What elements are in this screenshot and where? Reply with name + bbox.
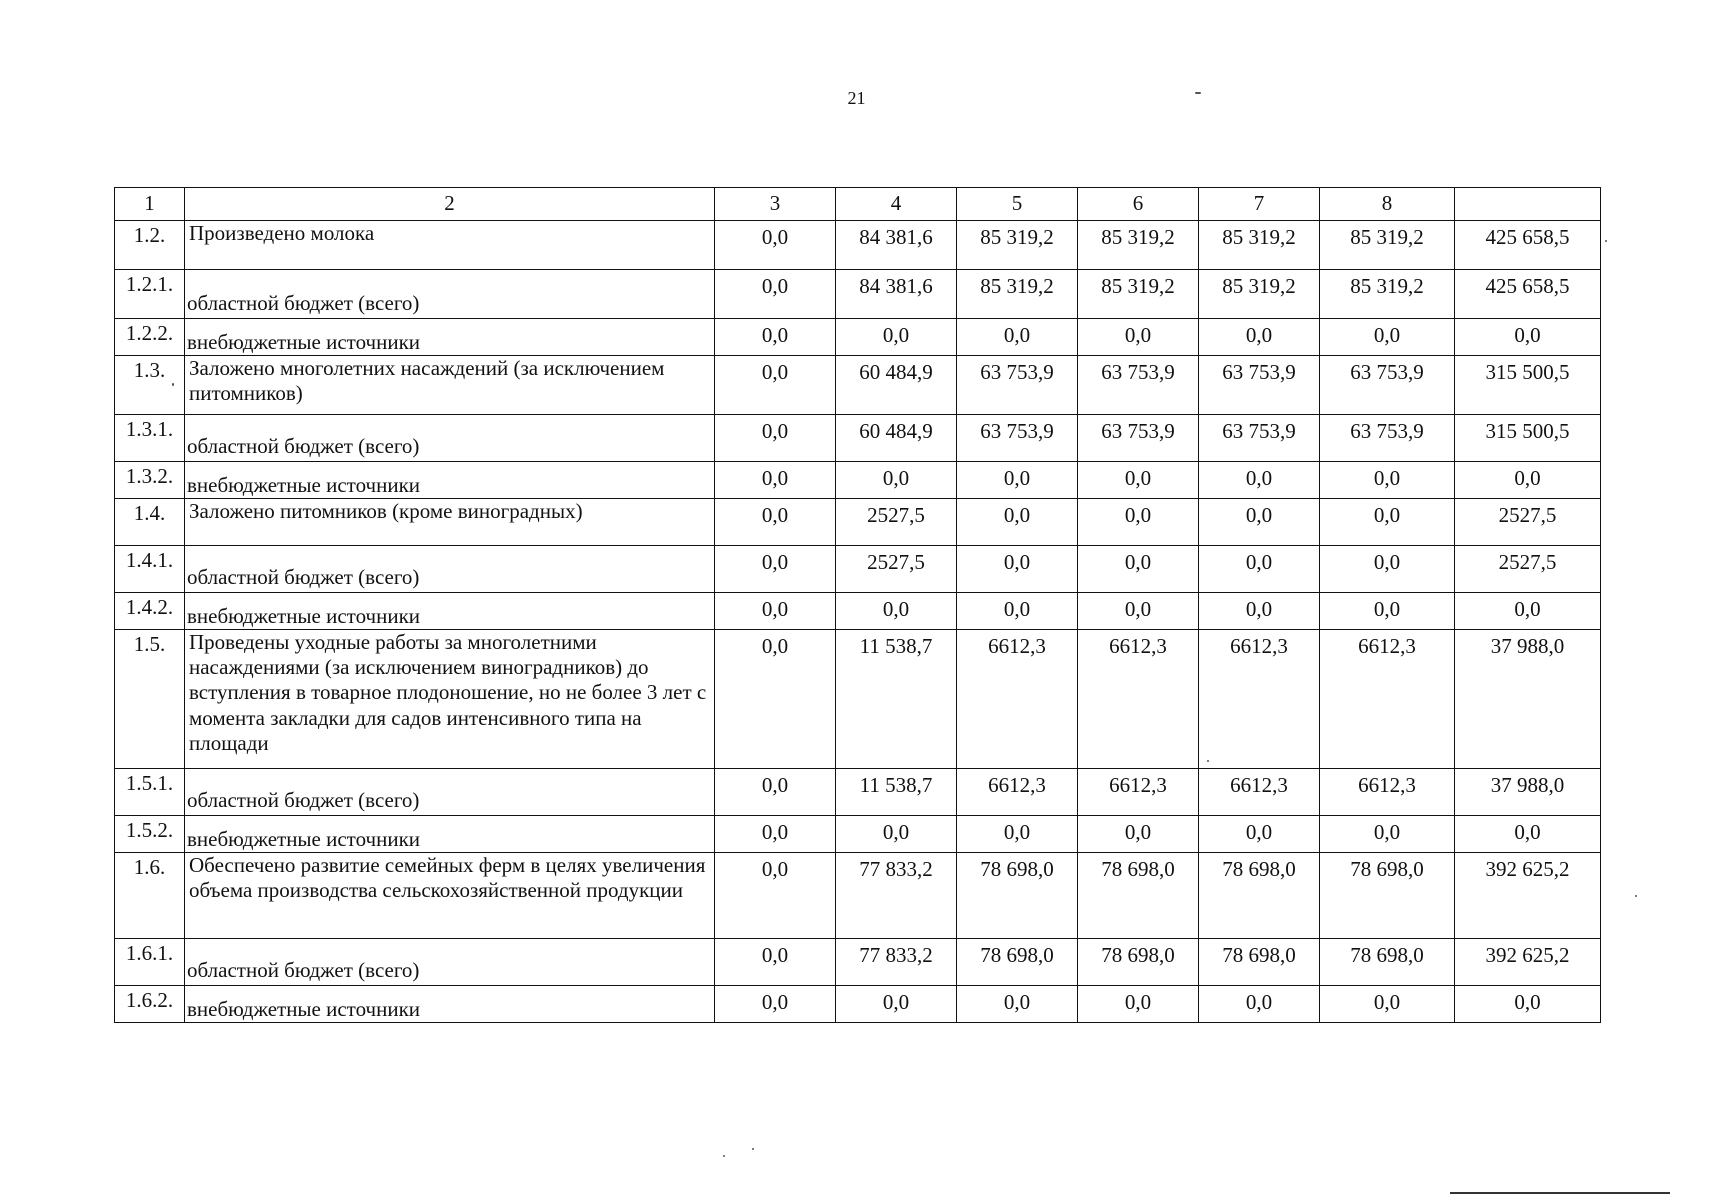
row-number: 1.2.2. xyxy=(115,319,185,356)
value-cell: 85 319,2 xyxy=(1078,221,1199,270)
value-cell: 63 753,9 xyxy=(957,356,1078,415)
value-cell: 6612,3 xyxy=(957,630,1078,769)
column-number-6: 6 xyxy=(1078,188,1199,221)
table-row xyxy=(115,939,1601,986)
table-row xyxy=(115,221,1601,270)
table-row xyxy=(115,816,1601,853)
row-number: 1.6. xyxy=(115,853,185,939)
value-cell: 0,0 xyxy=(1199,462,1320,499)
value-cell: 85 319,2 xyxy=(1320,270,1455,319)
value-cell: 0,0 xyxy=(715,415,836,462)
row-number: 1.4.1. xyxy=(115,546,185,593)
column-number-8: 8 xyxy=(1320,188,1455,221)
scan-speck xyxy=(172,383,174,386)
value-cell: 0,0 xyxy=(836,593,957,630)
value-cell: 0,0 xyxy=(1199,546,1320,593)
value-cell: 0,0 xyxy=(715,356,836,415)
value-cell: 0,0 xyxy=(715,986,836,1023)
value-cell: 0,0 xyxy=(715,939,836,986)
value-cell: 0,0 xyxy=(715,816,836,853)
row-label: областной бюджет (всего) xyxy=(185,546,715,593)
value-cell: 0,0 xyxy=(957,546,1078,593)
value-cell: 0,0 xyxy=(1078,986,1199,1023)
value-cell: 0,0 xyxy=(715,769,836,816)
table-row xyxy=(115,986,1601,1023)
value-cell: 0,0 xyxy=(1078,546,1199,593)
value-cell: 0,0 xyxy=(1078,816,1199,853)
value-cell: 85 319,2 xyxy=(1320,221,1455,270)
value-cell: 0,0 xyxy=(1078,319,1199,356)
table-row xyxy=(115,462,1601,499)
value-cell: 2527,5 xyxy=(1455,546,1601,593)
value-cell: 78 698,0 xyxy=(1320,853,1455,939)
row-number: 1.4.2. xyxy=(115,593,185,630)
value-cell: 0,0 xyxy=(715,319,836,356)
table-row xyxy=(115,546,1601,593)
value-cell: 85 319,2 xyxy=(957,221,1078,270)
value-cell: 6612,3 xyxy=(1078,630,1199,769)
table-row xyxy=(115,630,1601,769)
column-number-5: 5 xyxy=(957,188,1078,221)
value-cell: 85 319,2 xyxy=(1199,270,1320,319)
table-row xyxy=(115,593,1601,630)
row-number: 1.5.1. xyxy=(115,769,185,816)
column-number-row xyxy=(115,188,1601,221)
row-label: Обеспечено развитие семейных ферм в целях увеличения объема производства сельскохозяйственной продукции xyxy=(185,853,715,939)
scan-speck xyxy=(1195,92,1201,94)
table-row xyxy=(115,499,1601,546)
value-cell: 0,0 xyxy=(957,986,1078,1023)
table-body xyxy=(115,188,1601,1023)
row-label: Произведено молока xyxy=(185,221,715,270)
column-number-1: 1 xyxy=(115,188,185,221)
column-number-7: 7 xyxy=(1199,188,1320,221)
row-number: 1.5.2. xyxy=(115,816,185,853)
column-number-2: 2 xyxy=(185,188,715,221)
value-cell: 0,0 xyxy=(1320,986,1455,1023)
budget-table xyxy=(114,187,1601,1023)
value-cell: 78 698,0 xyxy=(1078,853,1199,939)
value-cell: 78 698,0 xyxy=(1199,853,1320,939)
value-cell: 6612,3 xyxy=(1320,630,1455,769)
value-cell: 0,0 xyxy=(1078,462,1199,499)
row-label: внебюджетные источники xyxy=(185,986,715,1023)
value-cell: 0,0 xyxy=(1078,593,1199,630)
value-cell: 11 538,7 xyxy=(836,630,957,769)
value-cell: 0,0 xyxy=(836,462,957,499)
value-cell: 392 625,2 xyxy=(1455,853,1601,939)
value-cell: 60 484,9 xyxy=(836,415,957,462)
value-cell: 0,0 xyxy=(715,221,836,270)
table-row xyxy=(115,853,1601,939)
value-cell: 77 833,2 xyxy=(836,939,957,986)
table-row xyxy=(115,356,1601,415)
scan-speck xyxy=(1207,760,1209,762)
row-number: 1.2.1. xyxy=(115,270,185,319)
value-cell: 0,0 xyxy=(715,546,836,593)
value-cell: 0,0 xyxy=(715,630,836,769)
value-cell: 0,0 xyxy=(1455,319,1601,356)
value-cell: 6612,3 xyxy=(957,769,1078,816)
scan-speck xyxy=(723,1155,725,1157)
row-number: 1.2. xyxy=(115,221,185,270)
value-cell: 37 988,0 xyxy=(1455,769,1601,816)
value-cell: 0,0 xyxy=(957,499,1078,546)
value-cell: 63 753,9 xyxy=(1199,415,1320,462)
value-cell: 0,0 xyxy=(1199,319,1320,356)
value-cell: 0,0 xyxy=(1455,462,1601,499)
value-cell: 6612,3 xyxy=(1078,769,1199,816)
value-cell: 78 698,0 xyxy=(1078,939,1199,986)
column-number-9 xyxy=(1455,188,1601,221)
value-cell: 0,0 xyxy=(957,593,1078,630)
value-cell: 78 698,0 xyxy=(957,939,1078,986)
row-label: Заложено питомников (кроме виноградных) xyxy=(185,499,715,546)
table-row xyxy=(115,769,1601,816)
value-cell: 315 500,5 xyxy=(1455,356,1601,415)
value-cell: 78 698,0 xyxy=(1320,939,1455,986)
value-cell: 63 753,9 xyxy=(957,415,1078,462)
row-label: внебюджетные источники xyxy=(185,319,715,356)
value-cell: 84 381,6 xyxy=(836,270,957,319)
table-row xyxy=(115,270,1601,319)
value-cell: 0,0 xyxy=(1320,546,1455,593)
row-label: областной бюджет (всего) xyxy=(185,939,715,986)
row-number: 1.3. xyxy=(115,356,185,415)
table-row xyxy=(115,415,1601,462)
value-cell: 425 658,5 xyxy=(1455,221,1601,270)
row-label: Проведены уходные работы за многолетними насаждениями (за исключением виноградников) до вступления в товарное плодоношение, но не более 3 лет с момента закладки для садов интенсивного типа на площади xyxy=(185,630,715,769)
value-cell: 37 988,0 xyxy=(1455,630,1601,769)
value-cell: 60 484,9 xyxy=(836,356,957,415)
value-cell: 0,0 xyxy=(715,499,836,546)
value-cell: 0,0 xyxy=(1320,319,1455,356)
value-cell: 63 753,9 xyxy=(1078,356,1199,415)
value-cell: 0,0 xyxy=(1320,816,1455,853)
value-cell: 315 500,5 xyxy=(1455,415,1601,462)
value-cell: 0,0 xyxy=(836,319,957,356)
row-number: 1.5. xyxy=(115,630,185,769)
value-cell: 0,0 xyxy=(836,986,957,1023)
value-cell: 85 319,2 xyxy=(957,270,1078,319)
value-cell: 2527,5 xyxy=(836,499,957,546)
value-cell: 0,0 xyxy=(1455,986,1601,1023)
value-cell: 2527,5 xyxy=(836,546,957,593)
value-cell: 6612,3 xyxy=(1199,630,1320,769)
value-cell: 0,0 xyxy=(1078,499,1199,546)
value-cell: 63 753,9 xyxy=(1078,415,1199,462)
value-cell: 0,0 xyxy=(836,816,957,853)
value-cell: 0,0 xyxy=(715,270,836,319)
value-cell: 63 753,9 xyxy=(1320,415,1455,462)
value-cell: 78 698,0 xyxy=(957,853,1078,939)
value-cell: 77 833,2 xyxy=(836,853,957,939)
value-cell: 0,0 xyxy=(957,462,1078,499)
value-cell: 11 538,7 xyxy=(836,769,957,816)
row-number: 1.6.1. xyxy=(115,939,185,986)
value-cell: 0,0 xyxy=(715,853,836,939)
row-number: 1.3.1. xyxy=(115,415,185,462)
row-label: внебюджетные источники xyxy=(185,462,715,499)
value-cell: 85 319,2 xyxy=(1078,270,1199,319)
value-cell: 0,0 xyxy=(1199,986,1320,1023)
page-number: 21 xyxy=(847,88,866,108)
value-cell: 0,0 xyxy=(715,593,836,630)
value-cell: 0,0 xyxy=(1199,816,1320,853)
value-cell: 6612,3 xyxy=(1320,769,1455,816)
row-label: областной бюджет (всего) xyxy=(185,415,715,462)
value-cell: 6612,3 xyxy=(1199,769,1320,816)
scan-speck xyxy=(1605,240,1607,242)
value-cell: 392 625,2 xyxy=(1455,939,1601,986)
value-cell: 0,0 xyxy=(1320,462,1455,499)
value-cell: 0,0 xyxy=(715,462,836,499)
value-cell: 0,0 xyxy=(1199,593,1320,630)
table-row xyxy=(115,319,1601,356)
value-cell: 85 319,2 xyxy=(1199,221,1320,270)
row-label: внебюджетные источники xyxy=(185,816,715,853)
value-cell: 0,0 xyxy=(1455,593,1601,630)
value-cell: 0,0 xyxy=(957,816,1078,853)
value-cell: 2527,5 xyxy=(1455,499,1601,546)
value-cell: 78 698,0 xyxy=(1199,939,1320,986)
row-label: Заложено многолетних насаждений (за исключением питомников) xyxy=(185,356,715,415)
value-cell: 0,0 xyxy=(1320,499,1455,546)
value-cell: 0,0 xyxy=(957,319,1078,356)
scan-speck xyxy=(1635,895,1637,897)
value-cell: 63 753,9 xyxy=(1199,356,1320,415)
row-number: 1.6.2. xyxy=(115,986,185,1023)
column-number-3: 3 xyxy=(715,188,836,221)
scan-edge-line xyxy=(1450,1192,1670,1194)
scan-speck xyxy=(752,1148,754,1150)
value-cell: 84 381,6 xyxy=(836,221,957,270)
value-cell: 0,0 xyxy=(1199,499,1320,546)
value-cell: 0,0 xyxy=(1455,816,1601,853)
row-label: внебюджетные источники xyxy=(185,593,715,630)
value-cell: 425 658,5 xyxy=(1455,270,1601,319)
row-label: областной бюджет (всего) xyxy=(185,769,715,816)
row-number: 1.3.2. xyxy=(115,462,185,499)
value-cell: 0,0 xyxy=(1320,593,1455,630)
column-number-4: 4 xyxy=(836,188,957,221)
value-cell: 63 753,9 xyxy=(1320,356,1455,415)
row-label: областной бюджет (всего) xyxy=(185,270,715,319)
row-number: 1.4. xyxy=(115,499,185,546)
